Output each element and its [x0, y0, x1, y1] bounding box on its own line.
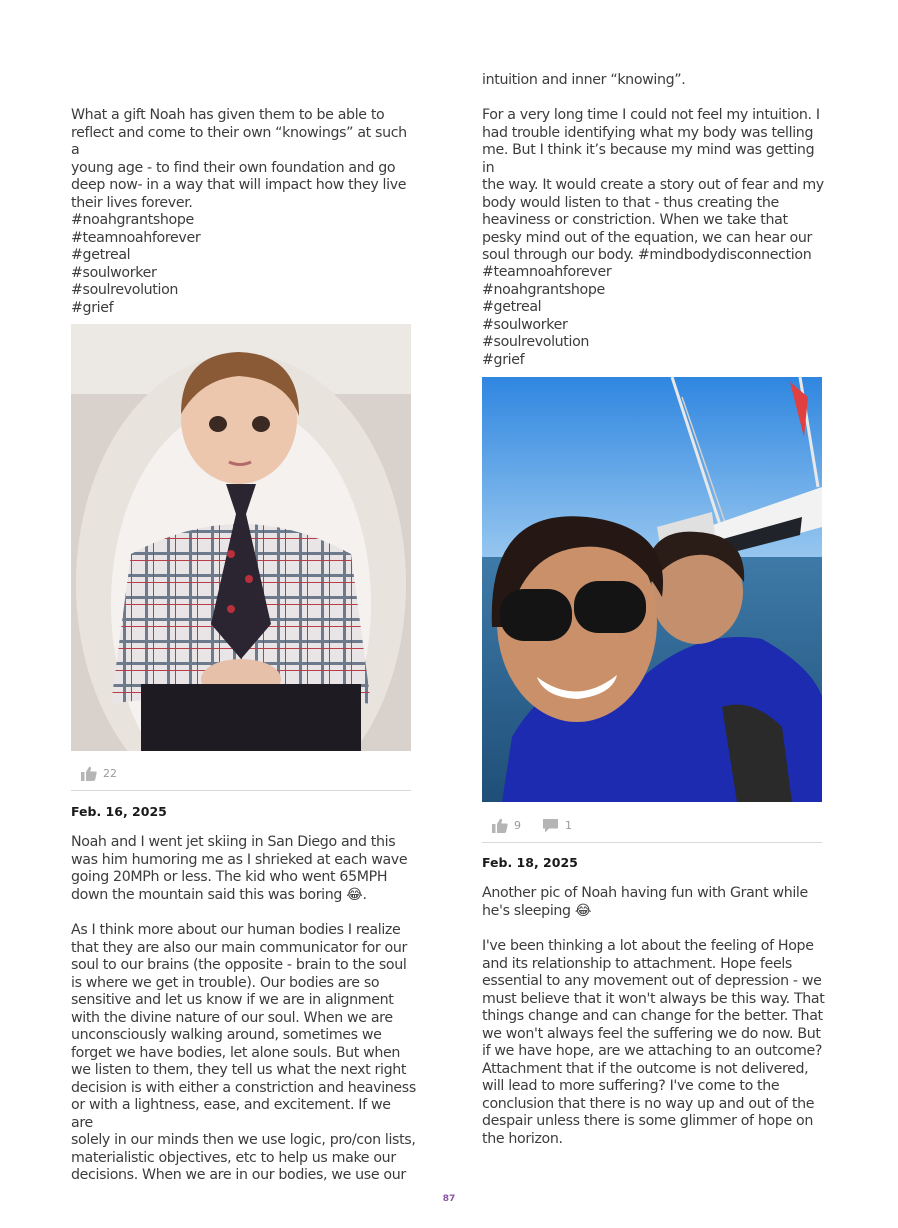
like-button[interactable] — [492, 817, 521, 833]
post-date: Feb. 18, 2025 — [482, 855, 578, 870]
hashtag[interactable]: #noahgrantshope — [71, 212, 194, 228]
comment-count: 1 — [565, 818, 572, 832]
boat-selfie-photo — [482, 377, 822, 802]
right-continuation-text: intuition and inner “knowing”. — [482, 72, 686, 88]
hashtag[interactable]: #soulworker — [482, 316, 568, 333]
right-post-text-2: Another pic of Noah having fun with Grant while he's sleeping 😂 — [482, 885, 808, 919]
left-post-meta — [71, 756, 411, 791]
post-date: Feb. 16, 2025 — [71, 804, 167, 819]
thumbs-up-icon — [492, 818, 508, 833]
hashtag[interactable]: #grief — [71, 299, 114, 316]
hashtag[interactable]: #grief — [482, 351, 525, 368]
like-button[interactable] — [81, 765, 117, 781]
comment-button[interactable] — [542, 817, 572, 833]
left-post-text-1: Noah and I went jet skiing in San Diego and this was him humoring me as I shrieked at each wave going 20MPh or less. The kid who went 65MPH down the mountain said this was boring 😂. — [71, 834, 408, 903]
left-hashtags — [71, 212, 416, 317]
right-post-meta — [482, 808, 822, 843]
hashtag[interactable]: #teamnoahforever — [482, 264, 612, 280]
hashtag[interactable]: #getreal — [482, 299, 542, 315]
comment-icon — [542, 818, 559, 833]
toddler-photo — [71, 324, 411, 751]
right-post-text-1: For a very long time I could not feel my intuition. I had trouble identifying what my body was telling me. But I think it’s because my mind was getting in the way. It would create a story out of fear and my body would listen to that - thus creating the heaviness or constriction. When we take that pesky mind out of the equation, we can hear our soul through our body. #mindbodydisconnection — [482, 107, 824, 263]
right-hashtags — [482, 264, 827, 369]
hashtag[interactable]: #getreal — [71, 247, 131, 263]
like-count: 9 — [514, 818, 521, 832]
like-count: 22 — [103, 766, 117, 780]
hashtag[interactable]: #soulworker — [71, 264, 157, 281]
hashtag[interactable]: #soulrevolution — [71, 282, 179, 298]
page-number: 87 — [442, 1194, 456, 1204]
thumbs-up-icon — [81, 766, 97, 781]
hashtag[interactable]: #noahgrantshope — [482, 281, 605, 298]
hashtag[interactable]: #soulrevolution — [482, 334, 590, 350]
left-intro-text: What a gift Noah has given them to be able to reflect and come to their own “knowings” at such a young age - to find their own foundation and go deep now- in a way that will impact how they live their lives forever. — [71, 107, 407, 211]
right-post-text-3: I've been thinking a lot about the feeling of Hope and its relationship to attachment. Hope feels essential to any movement out of depression - we must believe that it won't always be this way. That things change and can change for the better. That we won't always feel the suffering we do now. But if we have hope, are we attaching to an outcome? Attachment that if the outcome is not delivered, will lead to more suffering? I've come to the conclusion that there is no way up and out of the despair unless there is some glimmer of hope on the horizon. — [482, 938, 825, 1147]
hashtag[interactable]: #teamnoahforever — [71, 229, 201, 246]
left-post-text-2: As I think more about our human bodies I realize that they are also our main communicator for our soul to our brains (the opposite - brain to the soul is where we get in trouble). Our bodies are so sensitive and let us know if we are in alignment with the divine nature of our soul. When we are unconsciously walking around, sometimes we forget we have bodies, let alone souls. But when we listen to them, they tell us what the next right decision is with either a constriction and heaviness or with a lightness, ease, and excitement. If we are solely in our minds then we use logic, pro/con lists, materialistic objectives, etc to help us make our decisions. When we are in our bodies, we use our — [71, 922, 416, 1183]
